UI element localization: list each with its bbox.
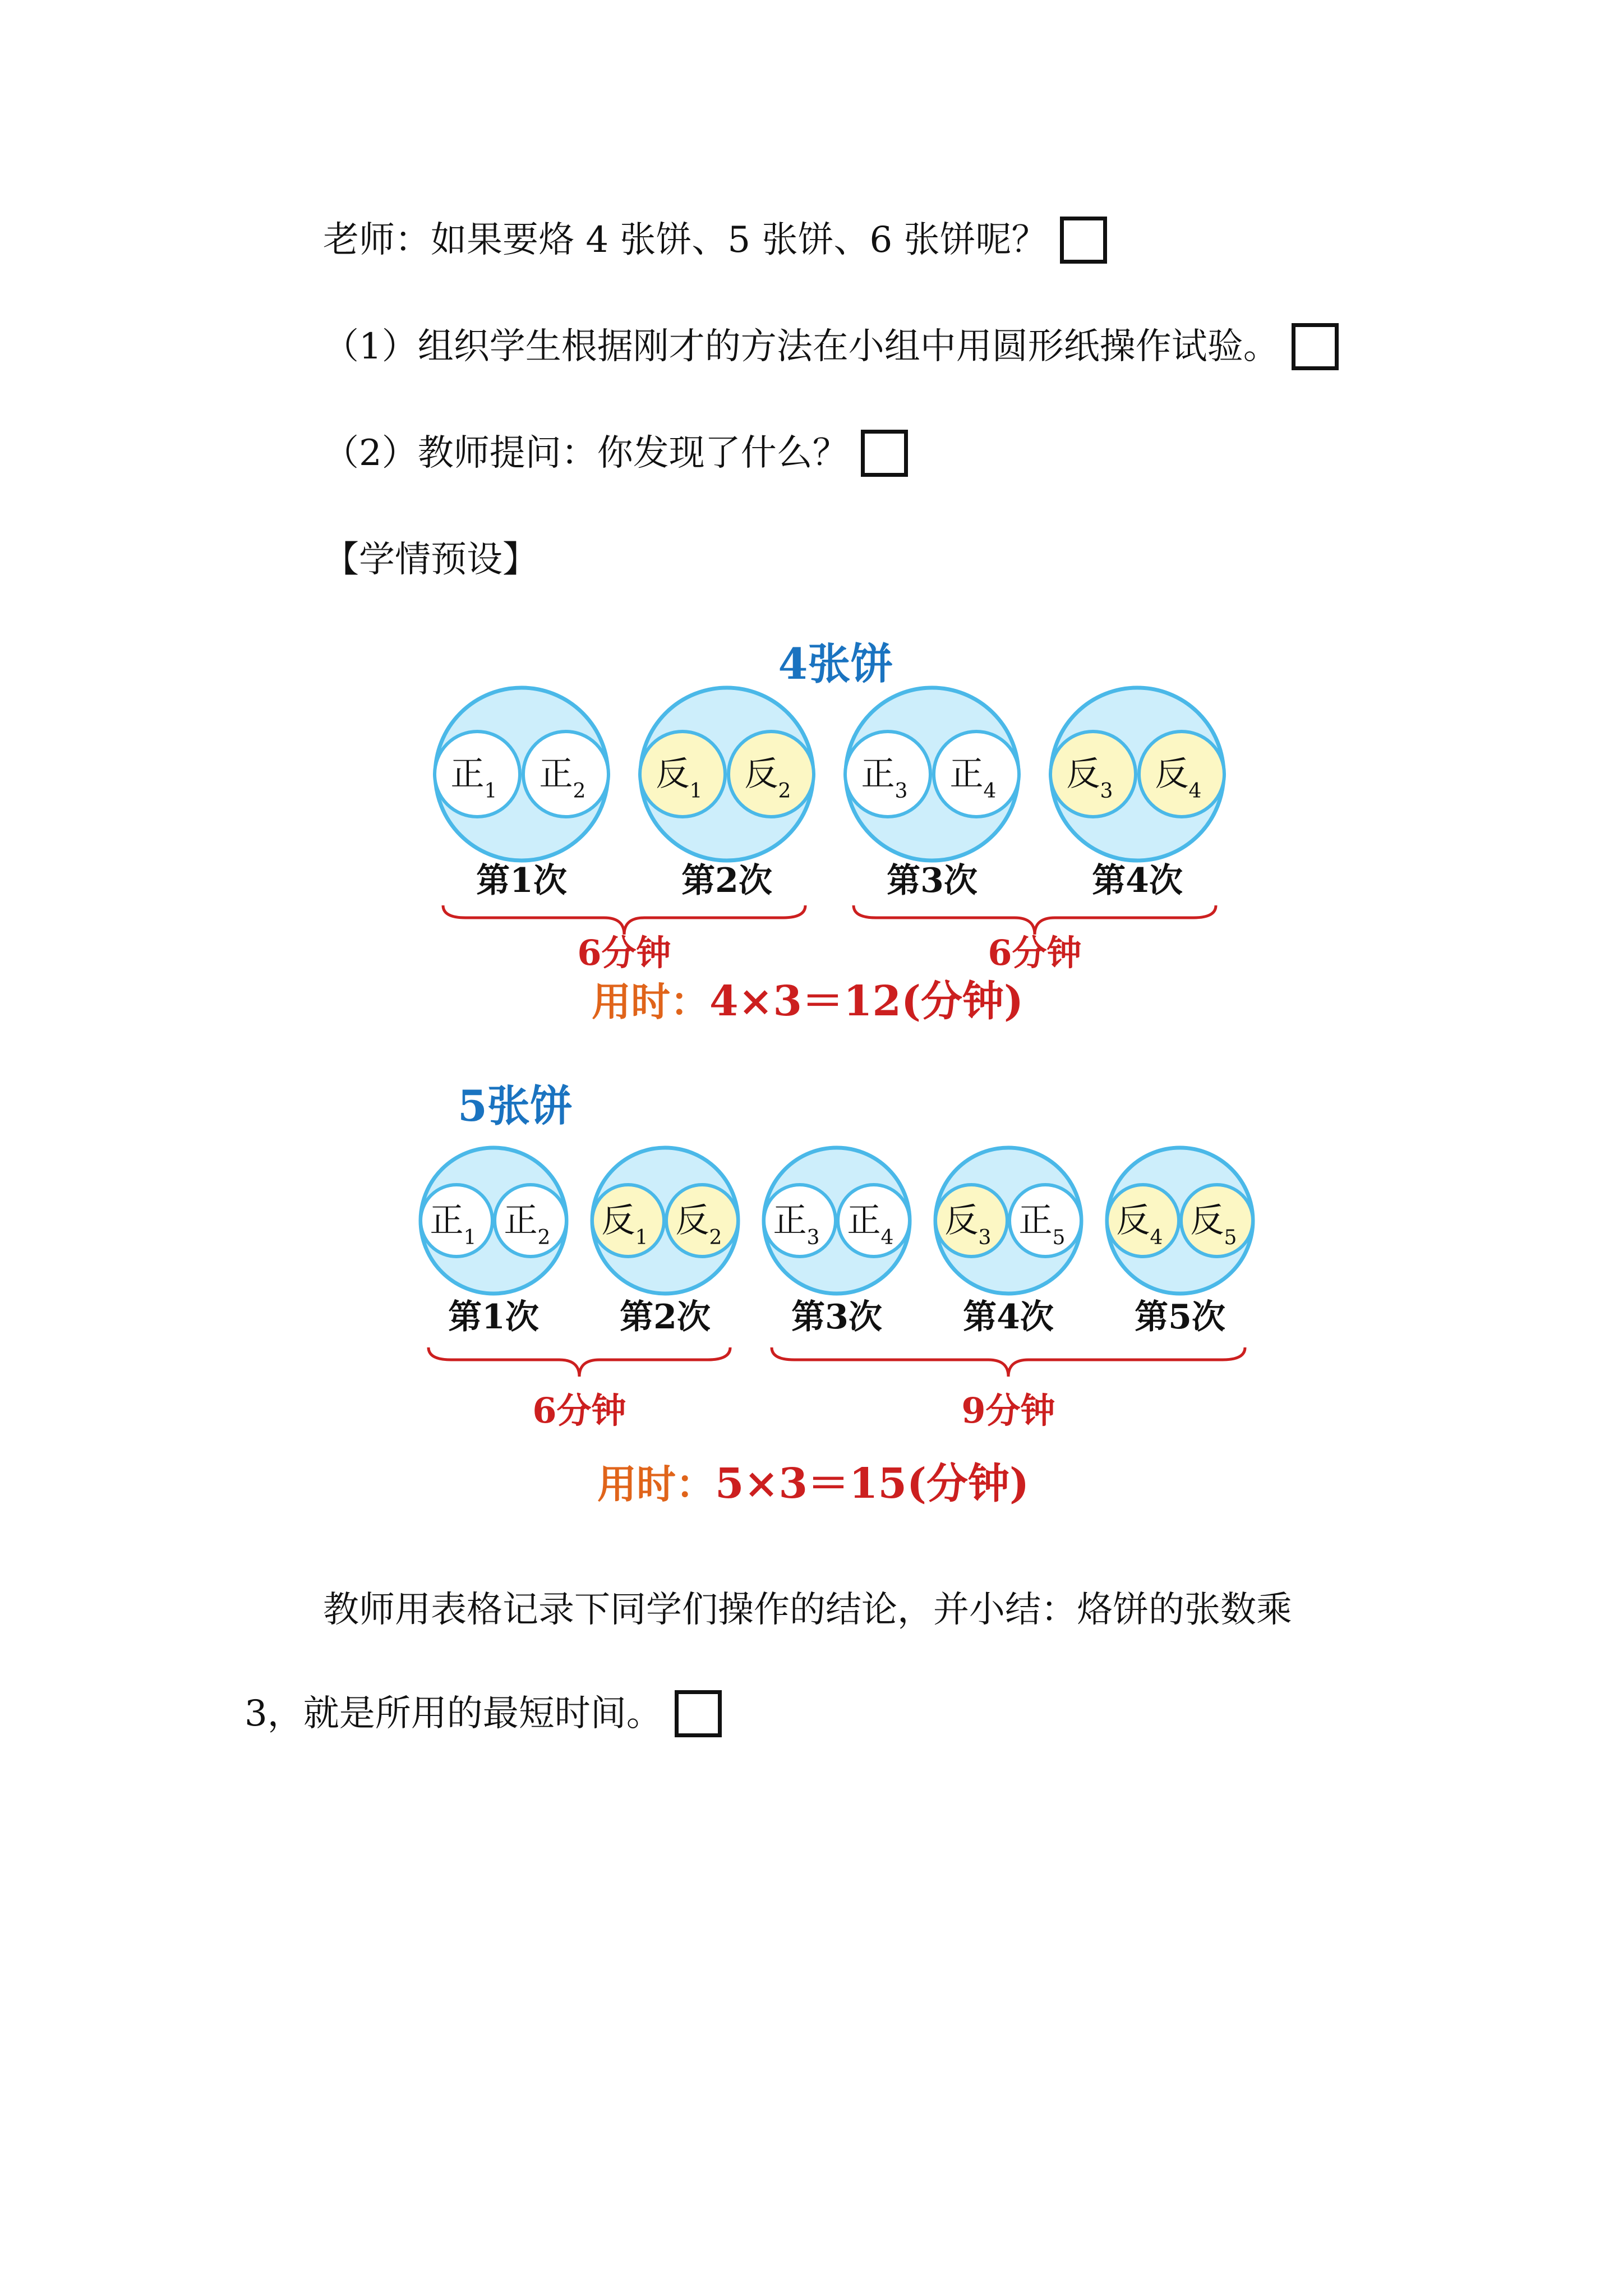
d5-cake-sub-2-2: 2 [709,1226,722,1249]
step-1 [323,319,1339,375]
d5-title: 5张饼 [458,1081,573,1131]
d4-cake-sub-1-1: 1 [484,780,497,803]
d4-round-4 [1050,688,1224,900]
d5-round-5 [1107,1148,1253,1337]
summary-line-2 [245,1686,722,1742]
d4-cake-label-4-1: 反$_3$ [1066,754,1113,803]
d5-cake-sub-2-1: 1 [635,1226,648,1249]
d5-round-label-3: 第3次 [791,1297,882,1337]
d4-group-label-2: 6分钟 [988,932,1082,973]
d4-cake-label-2-2: 反$_2$ [744,754,791,803]
d5-cake-sub-1-1: 1 [463,1226,477,1249]
d4-round-label-2: 第2次 [681,861,772,900]
d5-formula-expression: 5×3＝15(分钟) [715,1460,1029,1508]
d4-formula-expression: 4×3＝12(分钟) [709,977,1023,1025]
d4-brace-2 [854,905,1216,935]
d4-round-label-1: 第1次 [476,861,567,900]
d4-cake-label-3-1: 正$_3$ [861,754,908,803]
d4-cake-sub-1-2: 2 [573,780,586,803]
d5-cake-label-1-1: 正$_1$ [430,1201,477,1249]
d5-cake-sub-5-2: 5 [1224,1226,1237,1249]
d5-round-2 [592,1148,738,1337]
d5-group-label-1: 6分钟 [532,1390,626,1431]
d4-cake-sub-4-2: 4 [1188,780,1202,803]
d5-cake-label-2-1: 反$_1$ [601,1201,648,1249]
d4-brace-1 [443,905,805,935]
d4-round-label-4: 第4次 [1092,861,1183,900]
d5-cake-sub-3-2: 4 [880,1226,894,1249]
d5-cake-label-5-2: 反$_5$ [1190,1201,1237,1249]
d4-round-1 [435,688,608,900]
step-2 [323,425,908,481]
d4-cake-label-4-2: 反$_4$ [1155,754,1202,803]
d5-round-label-4: 第4次 [963,1297,1054,1337]
checkbox-2[interactable] [1292,323,1339,370]
d4-group-label-1: 6分钟 [577,932,671,973]
d5-formula-prefix: 用时： [597,1461,715,1507]
d5-cake-label-3-2: 正$_4$ [847,1201,894,1249]
d5-round-label-1: 第1次 [448,1297,539,1337]
d4-cake-label-3-2: 正$_4$ [949,754,997,803]
diagram-four-cakes [0,623,1623,1049]
d4-formula [592,977,1023,1025]
summary-text-2: 3，就是所用的最短时间。 [245,1693,662,1734]
d5-round-4 [935,1148,1081,1337]
d4-cake-sub-3-2: 4 [983,780,997,803]
step-1-text: （1）组织学生根据刚才的方法在小组中用圆形纸操作试验。 [323,326,1279,367]
d5-cake-sub-4-2: 5 [1052,1226,1066,1249]
d4-cake-sub-4-1: 3 [1100,780,1113,803]
d5-cake-sub-3-1: 3 [806,1226,820,1249]
d5-cake-sub-5-1: 4 [1150,1226,1163,1249]
checkbox-1[interactable] [1060,217,1107,264]
d5-round-1 [421,1148,566,1337]
section-heading-text: 【学情预设】 [323,539,538,581]
d5-cake-sub-1-2: 2 [537,1226,551,1249]
d4-round-label-3: 第3次 [887,861,978,900]
d4-cake-sub-2-2: 2 [778,780,791,803]
d4-cake-sub-3-1: 3 [895,780,908,803]
d4-cake-label-1-2: 正$_2$ [539,754,586,803]
teacher-question [323,212,1107,268]
d5-round-3 [764,1148,910,1337]
d4-formula-prefix: 用时： [592,978,709,1025]
d4-cake-sub-2-1: 1 [689,780,703,803]
diagram-five-cakes [0,1081,1623,1537]
d5-brace-1 [428,1347,730,1377]
d4-title: 4张饼 [778,639,893,689]
d4-cake-label-2-1: 反$_1$ [656,754,703,803]
d5-cake-label-1-2: 正$_2$ [504,1201,551,1249]
d4-cake-label-1-1: 正$_1$ [450,754,497,803]
d5-group-label-2: 9分钟 [961,1390,1055,1431]
d5-cake-sub-4-1: 3 [978,1226,992,1249]
d5-formula [597,1460,1029,1508]
section-heading [323,532,538,588]
d4-round-2 [640,688,814,900]
step-2-text: （2）教师提问：你发现了什么？ [323,432,849,474]
d5-cake-label-5-1: 反$_4$ [1116,1201,1163,1249]
d5-cake-label-2-2: 反$_2$ [675,1201,722,1249]
summary-text-1: 教师用表格记录下同学们操作的结论，并小结：烙饼的张数乘 [323,1589,1292,1631]
d5-round-label-5: 第5次 [1135,1297,1225,1337]
d4-round-3 [845,688,1019,900]
d5-brace-2 [772,1347,1245,1377]
checkbox-4[interactable] [675,1690,722,1737]
checkbox-3[interactable] [861,430,908,477]
d5-round-label-2: 第2次 [620,1297,711,1337]
summary-line-1 [323,1582,1292,1638]
d5-cake-label-3-1: 正$_3$ [773,1201,820,1249]
d5-cake-label-4-2: 正$_5$ [1018,1201,1066,1249]
teacher-question-text: 老师：如果要烙 4 张饼、5 张饼、6 张饼呢？ [323,219,1048,261]
d5-cake-label-4-1: 反$_3$ [944,1201,992,1249]
